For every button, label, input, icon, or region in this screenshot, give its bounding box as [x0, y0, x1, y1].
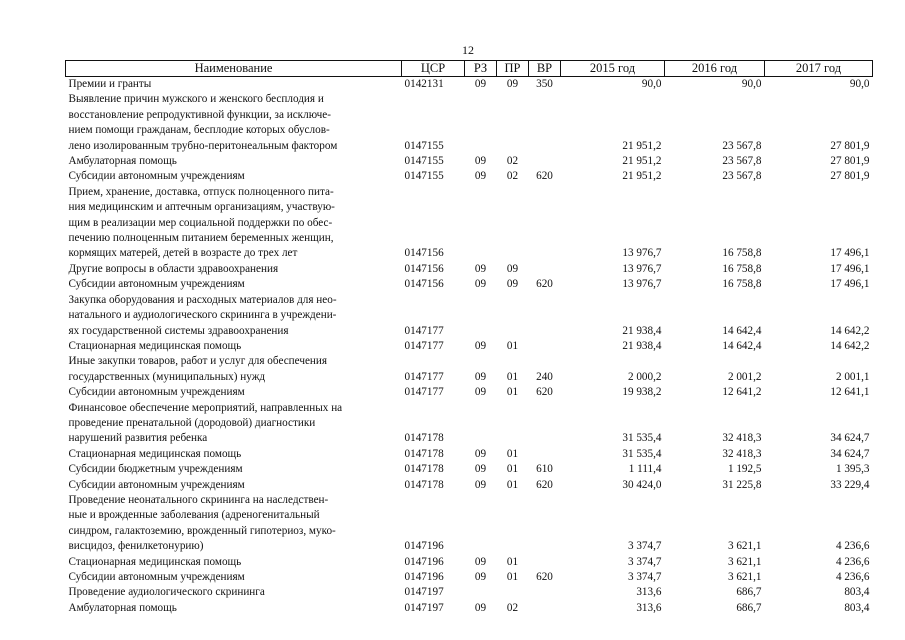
name-line: Стационарная медицинская помощь: [68, 447, 242, 460]
cell-2017: 33 229,4: [830, 478, 870, 491]
cell-pr: [497, 401, 529, 447]
table-row: [66, 401, 873, 447]
cell-2017: 17 496,1: [830, 262, 870, 275]
cell-rz: 09: [474, 170, 487, 183]
cell-2015: 2 000,2: [627, 370, 662, 383]
cell-csr: 0147156: [404, 262, 444, 275]
cell-rz: 09: [474, 571, 487, 583]
name-line: Закупка оборудования и расходных материалов для нео-: [68, 293, 337, 306]
cell-vr: [529, 154, 561, 169]
cell-csr: 0147177: [404, 324, 444, 337]
name-line: Субсидии автономным учреждениям: [68, 386, 245, 399]
cell-2016: 90,0: [741, 78, 762, 90]
cell-name: [66, 570, 402, 585]
table-header: [66, 61, 873, 77]
header-2016: 2016 год: [665, 61, 765, 77]
name-line: Субсидии автономным учреждениям: [68, 170, 245, 183]
table-row: [66, 478, 873, 493]
name-line: синдром, галактоземию, врожденный гипотериоз, муко-: [68, 524, 336, 537]
cell-csr: 0147155: [404, 170, 444, 183]
cell-2017: 34 624,7: [830, 447, 870, 460]
budget-table: [65, 60, 873, 616]
cell-csr: 0147178: [404, 463, 444, 476]
table-row: [66, 555, 873, 570]
cell-vr: 350: [536, 78, 553, 90]
name-line: нием помощи гражданам, бесплодие которых обуслов-: [68, 124, 330, 137]
cell-pr: [497, 493, 529, 555]
header-csr: ЦСР: [402, 61, 465, 77]
name-line: ях государственной системы здравоохранения: [68, 324, 289, 337]
cell-2015: 31 535,4: [622, 447, 662, 460]
cell-vr: [529, 585, 561, 600]
cell-csr: 0147177: [404, 370, 444, 383]
cell-pr: 02: [506, 170, 519, 183]
cell-2017: 1 395,3: [835, 463, 870, 476]
cell-rz: 09: [474, 339, 487, 352]
cell-csr: 0147156: [404, 247, 444, 260]
table-row: [66, 570, 873, 585]
cell-2015: 21 951,2: [622, 139, 662, 152]
cell-2017: 14 642,2: [830, 339, 870, 352]
cell-name: [66, 462, 402, 477]
cell-pr: [497, 293, 529, 339]
name-line: висцидоз, фенилкетонурию): [68, 540, 204, 553]
cell-2015: 313,6: [636, 601, 662, 614]
cell-name: [66, 601, 402, 616]
header-name: Наименование: [66, 61, 402, 77]
header-pr: ПР: [497, 61, 529, 77]
table-row: [66, 493, 873, 555]
name-line: ные и врожденные заболевания (адреногенитальный: [68, 509, 320, 522]
cell-csr: 0147178: [404, 447, 444, 460]
name-line: лено изолированным трубно-перитонеальным фактором: [68, 139, 338, 152]
page-number: 12: [462, 43, 474, 57]
cell-2016: 23 567,8: [722, 170, 762, 183]
cell-pr: 01: [506, 571, 519, 583]
cell-2015: 21 938,4: [622, 339, 662, 352]
table-row: [66, 154, 873, 169]
cell-2015: 3 374,7: [627, 540, 662, 553]
cell-name: [66, 555, 402, 570]
cell-rz: 09: [474, 463, 487, 476]
table-row: [66, 277, 873, 292]
name-line: Амбулаторная помощь: [68, 155, 177, 168]
name-line: Субсидии автономным учреждениям: [68, 571, 245, 583]
cell-2016: 12 641,2: [722, 386, 762, 399]
name-line: Выявление причин мужского и женского бесплодия и: [68, 93, 324, 106]
cell-name: [66, 447, 402, 462]
cell-2016: 31 225,8: [722, 478, 762, 491]
cell-csr: 0147196: [404, 571, 444, 583]
name-line: Проведение аудиологического скрининга: [68, 586, 265, 599]
name-line: Субсидии бюджетным учреждениям: [68, 463, 243, 476]
cell-vr: [529, 262, 561, 277]
name-line: Стационарная медицинская помощь: [68, 339, 242, 352]
cell-name: [66, 277, 402, 292]
name-line: ния медицинским и аптечным организациям, участвую-: [68, 201, 335, 214]
table-row: [66, 77, 873, 93]
cell-2017: 803,4: [844, 601, 870, 614]
name-line: щим в реализации мер социальной поддержки по обес-: [68, 216, 333, 229]
cell-2017: 4 236,6: [835, 555, 870, 568]
cell-pr: [497, 92, 529, 154]
cell-pr: 01: [506, 463, 519, 476]
cell-2015: 313,6: [636, 586, 662, 599]
table-row: [66, 385, 873, 400]
cell-2016: 686,7: [736, 586, 762, 599]
cell-2017: 90,0: [849, 78, 870, 90]
cell-2015: 13 976,7: [622, 278, 662, 291]
cell-pr: 02: [506, 601, 519, 614]
cell-2017: 4 236,6: [835, 540, 870, 553]
cell-rz: 09: [474, 262, 487, 275]
cell-2015: 31 535,4: [622, 432, 662, 445]
name-line: Субсидии автономным учреждениям: [68, 478, 245, 491]
cell-vr: 620: [536, 170, 553, 183]
cell-name: [66, 77, 402, 93]
cell-csr: 0142131: [404, 78, 444, 90]
name-line: Иные закупки товаров, работ и услуг для обеспечения: [68, 355, 328, 368]
cell-2015: 3 374,7: [627, 571, 662, 583]
cell-pr: 01: [506, 370, 519, 383]
cell-rz: [465, 293, 497, 339]
cell-2015: 90,0: [641, 78, 662, 90]
cell-2015: 13 976,7: [622, 262, 662, 275]
cell-vr: 620: [536, 478, 553, 491]
table-row: [66, 354, 873, 385]
cell-2016: 3 621,1: [727, 540, 762, 553]
name-line: кормящих матерей, детей в возрасте до трех лет: [68, 247, 298, 260]
table-row: [66, 262, 873, 277]
cell-vr: 620: [536, 278, 553, 291]
cell-2017: 803,4: [844, 586, 870, 599]
table-row: [66, 293, 873, 339]
cell-pr: 01: [506, 555, 519, 568]
name-line: Премии и гранты: [68, 78, 152, 90]
table-row: [66, 169, 873, 184]
cell-2015: 3 374,7: [627, 555, 662, 568]
cell-2015: 13 976,7: [622, 247, 662, 260]
cell-name: [66, 585, 402, 600]
cell-2016: 3 621,1: [727, 571, 762, 583]
name-line: Прием, хранение, доставка, отпуск полноценного пита-: [68, 185, 334, 198]
cell-vr: [529, 92, 561, 154]
cell-2016: 3 621,1: [727, 555, 762, 568]
cell-2015: 19 938,2: [622, 386, 662, 399]
cell-pr: 09: [506, 78, 519, 90]
name-line: нарушений развития ребенка: [68, 432, 208, 445]
cell-2016: 23 567,8: [722, 155, 762, 168]
cell-name: [66, 185, 402, 262]
name-line: восстановление репродуктивной функции, за исключе-: [68, 108, 331, 121]
header-rz: РЗ: [465, 61, 497, 77]
cell-vr: [529, 293, 561, 339]
cell-name: [66, 478, 402, 493]
cell-2017: 14 642,2: [830, 324, 870, 337]
cell-rz: 09: [474, 478, 487, 491]
name-line: Финансовое обеспечение мероприятий, направленных на: [68, 401, 343, 414]
cell-2017: 17 496,1: [830, 278, 870, 291]
name-line: Другие вопросы в области здравоохранения: [68, 262, 279, 275]
cell-rz: [465, 585, 497, 600]
cell-rz: 09: [474, 386, 487, 399]
cell-pr: 09: [506, 262, 519, 275]
table-body: [66, 77, 873, 617]
header-2015: 2015 год: [561, 61, 665, 77]
cell-2017: 34 624,7: [830, 432, 870, 445]
cell-2017: 17 496,1: [830, 247, 870, 260]
cell-vr: 240: [536, 370, 553, 383]
cell-csr: 0147178: [404, 432, 444, 445]
cell-pr: 01: [506, 386, 519, 399]
cell-rz: 09: [474, 601, 487, 614]
cell-csr: 0147197: [404, 586, 444, 599]
cell-vr: 610: [536, 463, 553, 476]
cell-2015: 30 424,0: [622, 478, 662, 491]
cell-pr: 01: [506, 447, 519, 460]
cell-vr: [529, 493, 561, 555]
cell-rz: 09: [474, 78, 487, 90]
cell-rz: [465, 185, 497, 262]
cell-csr: 0147196: [404, 555, 444, 568]
cell-csr: 0147178: [404, 478, 444, 491]
cell-name: [66, 385, 402, 400]
cell-2016: 32 418,3: [722, 432, 762, 445]
cell-2017: 27 801,9: [830, 155, 870, 168]
name-line: Стационарная медицинская помощь: [68, 555, 242, 568]
cell-2017: 2 001,1: [835, 370, 870, 383]
cell-rz: 09: [474, 447, 487, 460]
cell-name: [66, 354, 402, 385]
cell-name: [66, 169, 402, 184]
cell-2015: 21 938,4: [622, 324, 662, 337]
cell-2015: 21 951,2: [622, 155, 662, 168]
cell-2017: 12 641,1: [830, 386, 870, 399]
cell-2016: 16 758,8: [722, 247, 762, 260]
name-line: Проведение неонатального скрининга на наследствен-: [68, 493, 329, 506]
header-row: [66, 61, 873, 77]
cell-2016: 2 001,2: [727, 370, 762, 383]
cell-rz: 09: [474, 370, 487, 383]
table-row: [66, 92, 873, 154]
table-row: [66, 447, 873, 462]
header-vr: ВР: [529, 61, 561, 77]
cell-vr: 620: [536, 571, 553, 583]
cell-2016: 32 418,3: [722, 447, 762, 460]
cell-2016: 14 642,4: [722, 324, 762, 337]
name-line: государственных (муниципальных) нужд: [68, 370, 266, 383]
cell-csr: 0147197: [404, 601, 444, 614]
cell-rz: [465, 92, 497, 154]
table-row: [66, 185, 873, 262]
cell-pr: 01: [506, 478, 519, 491]
cell-name: [66, 92, 402, 154]
table-row: [66, 585, 873, 600]
cell-rz: [465, 493, 497, 555]
cell-name: [66, 154, 402, 169]
cell-name: [66, 493, 402, 555]
cell-csr: 0147156: [404, 278, 444, 291]
table-row: [66, 339, 873, 354]
cell-csr: 0147155: [404, 155, 444, 168]
cell-csr: 0147155: [404, 139, 444, 152]
cell-csr: 0147196: [404, 540, 444, 553]
cell-2016: 16 758,8: [722, 278, 762, 291]
cell-vr: [529, 401, 561, 447]
cell-name: [66, 262, 402, 277]
header-2017: 2017 год: [765, 61, 873, 77]
cell-vr: [529, 339, 561, 354]
name-line: Амбулаторная помощь: [68, 601, 177, 614]
cell-2017: 27 801,9: [830, 139, 870, 152]
cell-pr: 02: [506, 155, 519, 168]
cell-csr: 0147177: [404, 386, 444, 399]
cell-rz: 09: [474, 278, 487, 291]
cell-vr: [529, 185, 561, 262]
cell-2017: 27 801,9: [830, 170, 870, 183]
cell-2016: 686,7: [736, 601, 762, 614]
table-row: [66, 601, 873, 616]
table-row: [66, 462, 873, 477]
cell-2016: 23 567,8: [722, 139, 762, 152]
cell-rz: [465, 401, 497, 447]
cell-2016: 14 642,4: [722, 339, 762, 352]
cell-csr: 0147177: [404, 339, 444, 352]
cell-pr: [497, 185, 529, 262]
cell-2015: 1 111,4: [628, 463, 662, 476]
cell-rz: 09: [474, 555, 487, 568]
cell-pr: 01: [506, 339, 519, 352]
cell-pr: [497, 585, 529, 600]
cell-vr: [529, 601, 561, 616]
cell-name: [66, 293, 402, 339]
name-line: проведение пренатальной (дородовой) диагностики: [68, 416, 316, 429]
cell-name: [66, 339, 402, 354]
cell-2015: 21 951,2: [622, 170, 662, 183]
name-line: натального и аудиологического скрининга в учреждени-: [68, 309, 337, 322]
name-line: печению полноценным питанием беременных женщин,: [68, 232, 334, 245]
cell-pr: 09: [506, 278, 519, 291]
cell-vr: [529, 447, 561, 462]
cell-vr: 620: [536, 386, 553, 399]
cell-name: [66, 401, 402, 447]
cell-vr: [529, 555, 561, 570]
cell-2017: 4 236,6: [835, 571, 870, 583]
cell-rz: 09: [474, 155, 487, 168]
cell-2016: 16 758,8: [722, 262, 762, 275]
name-line: Субсидии автономным учреждениям: [68, 278, 245, 291]
cell-2016: 1 192,5: [727, 463, 762, 476]
